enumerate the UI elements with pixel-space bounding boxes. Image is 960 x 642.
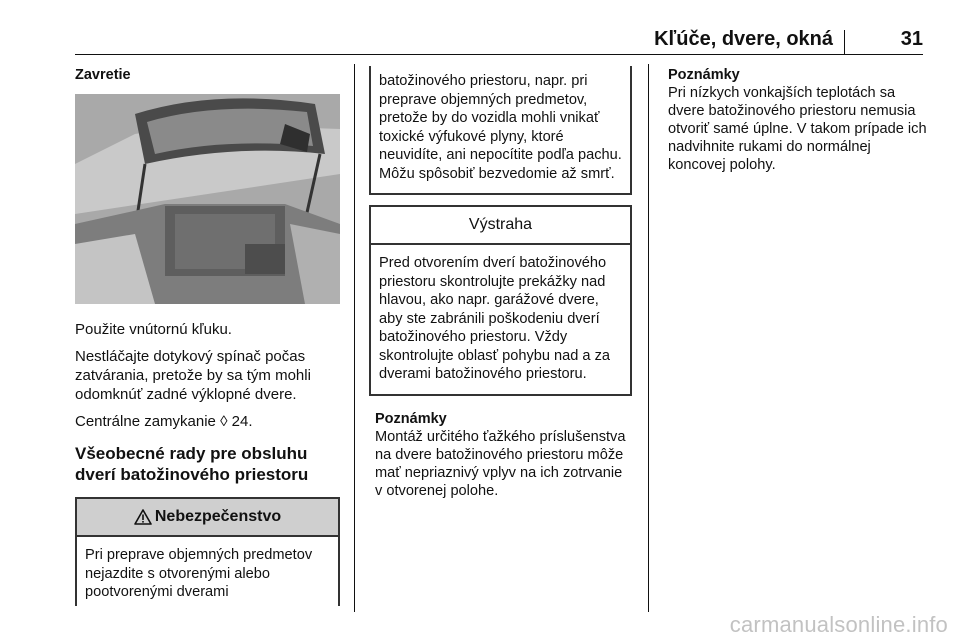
watermark: carmanualsonline.info (729, 612, 948, 637)
section-heading-closing: Zavretie (75, 67, 131, 83)
header-separator (844, 30, 845, 54)
page-header (75, 28, 923, 56)
paragraph-touch-switch: Nestláčajte dotykový spínač počas zatvárania, pretože by sa tým mohli odomknúť zadné výklopné dvere. (75, 348, 311, 403)
note-title: Poznámky (668, 67, 740, 83)
column-divider-1 (354, 64, 355, 612)
danger-box-title: Nebezpečenstvo (154, 508, 282, 525)
paragraph-central-locking: Centrálne zamykanie ◊ 24. (75, 413, 253, 430)
column-1 (75, 66, 340, 606)
chapter-title: Kľúče, dvere, okná (654, 28, 833, 50)
note-title: Poznámky (375, 410, 447, 427)
page-number: 31 (900, 28, 923, 50)
column-3 (668, 66, 930, 174)
header-rule (75, 54, 923, 55)
danger-box-header (77, 499, 338, 537)
section-heading-general-tips: Všeobecné rady pre obsluhu dverí batožinového priestoru (75, 444, 309, 484)
warning-box-title: Výstraha (468, 216, 533, 233)
note-text: Montáž určitého ťažkého príslušenstva na dvere batožinového priestoru môže mať nepriaznivý vplyv na ich zotrvanie v otvorenej polohe. (375, 428, 626, 499)
danger-box-continued (369, 66, 632, 195)
column-2 (369, 66, 632, 500)
warning-box (369, 205, 632, 396)
warning-box-header (371, 207, 630, 245)
note-block-1 (369, 410, 632, 500)
danger-box-continued-text: batožinového priestoru, napr. pri preprave objemných predmetov, pretože by do vozidla mohli vnikať toxické výfukové plyny, ktoré neuvidíte, ani nepocítite podľa pachu. Môžu spôsobiť bezvedomie až smrť. (379, 73, 622, 182)
danger-box-text: Pri preprave objemných predmetov nejazdite s otvorenými alebo pootvorenými dverami (85, 547, 313, 600)
danger-box (75, 497, 340, 606)
note-block-2 (668, 66, 930, 174)
note-text: Pri nízkych vonkajších teplotách sa dvere batožinového priestoru nemusia otvoriť samé úplne. V takom prípade ich nadvihnite rukami do normálnej koncovej polohy. (668, 85, 927, 173)
warning-box-text: Pred otvorením dverí batožinového priestoru skontrolujte prekážky nad hlavou, ako napr. garážové dvere, aby ste zabránili poškodeniu dverí batožinového priestoru. Vždy skontrolujte oblasť pohybu nad a za dverami batožinového priestoru. (379, 255, 611, 382)
tailgate-photo (75, 94, 340, 304)
tailgate-illustration (75, 94, 340, 304)
paragraph-use-handle: Použite vnútornú kľuku. (75, 321, 232, 338)
warning-triangle-icon (134, 509, 152, 525)
column-divider-2 (648, 64, 649, 612)
